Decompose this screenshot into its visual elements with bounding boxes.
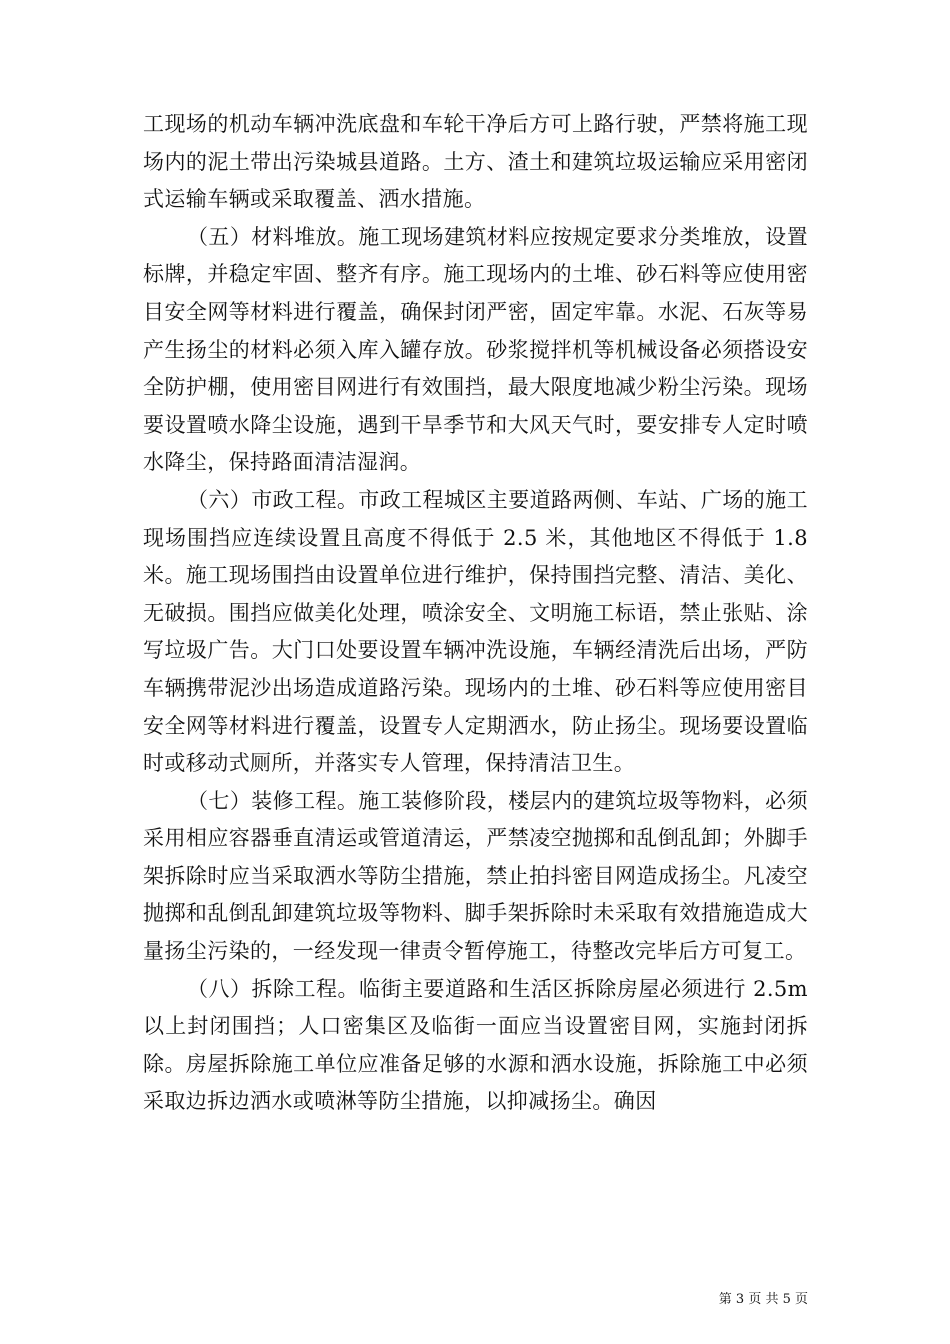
paragraph-materials-storage: （五）材料堆放。施工现场建筑材料应按规定要求分类堆放，设置标牌，并稳定牢固、整齐有序。施工现场内的土堆、砂石料等应使用密目安全网等材料进行覆盖，确保封闭严密，固定牢靠。水泥、石灰等易产生扬尘的材料必须入库入罐存放。砂浆搅拌机等机械设备必须搭设安全防护棚，使用密目网进行有效围挡，最大限度地减少粉尘污染。现场要设置喷水降尘设施，遇到干旱季节和大风天气时，要安排专人定时喷水降尘，保持路面清洁湿润。 <box>143 224 808 475</box>
paragraph-municipal-works: （六）市政工程。市政工程城区主要道路两侧、车站、广场的施工现场围挡应连续设置且高度不得低于 2.5 米，其他地区不得低于 1.8 米。施工现场围挡由设置单位进行维护，保持围挡完整、清洁、美化、无破损。围挡应做美化处理，喷涂安全、文明施工标语，禁止张贴、涂写垃圾广告。大门口处要设置车辆冲洗设施，车辆经清洗后出场，严防车辆携带泥沙出场造成道路污染。现场内的土堆、砂石料等应使用密目安全网等材料进行覆盖，设置专人定期洒水，防止扬尘。现场要设置临时或移动式厕所，并落实专人管理，保持清洁卫生。 <box>143 487 808 776</box>
paragraph-decoration-works: （七）装修工程。施工装修阶段，楼层内的建筑垃圾等物料，必须采用相应容器垂直清运或管道清运，严禁凌空抛掷和乱倒乱卸；外脚手架拆除时应当采取洒水等防尘措施，禁止拍抖密目网造成扬尘。凡凌空抛掷和乱倒乱卸建筑垃圾等物料、脚手架拆除时未采取有效措施造成大量扬尘污染的，一经发现一律责令暂停施工，待整改完毕后方可复工。 <box>143 788 808 964</box>
document-body <box>143 106 808 1121</box>
page-number-footer: 第 3 页 共 5 页 <box>718 1292 808 1307</box>
paragraph-continuation: 工现场的机动车辆冲洗底盘和车轮干净后方可上路行驶，严禁将施工现场内的泥土带出污染城县道路。土方、渣土和建筑垃圾运输应采用密闭式运输车辆或采取覆盖、洒水措施。 <box>143 112 808 212</box>
paragraph-demolition-works: （八）拆除工程。临街主要道路和生活区拆除房屋必须进行 2.5m 以上封闭围挡；人口密集区及临街一面应当设置密目网，实施封闭拆除。房屋拆除施工单位应准备足够的水源和洒水设施，拆除施工中必须采取边拆边洒水或喷淋等防尘措施，以抑减扬尘。确因 <box>143 976 808 1114</box>
